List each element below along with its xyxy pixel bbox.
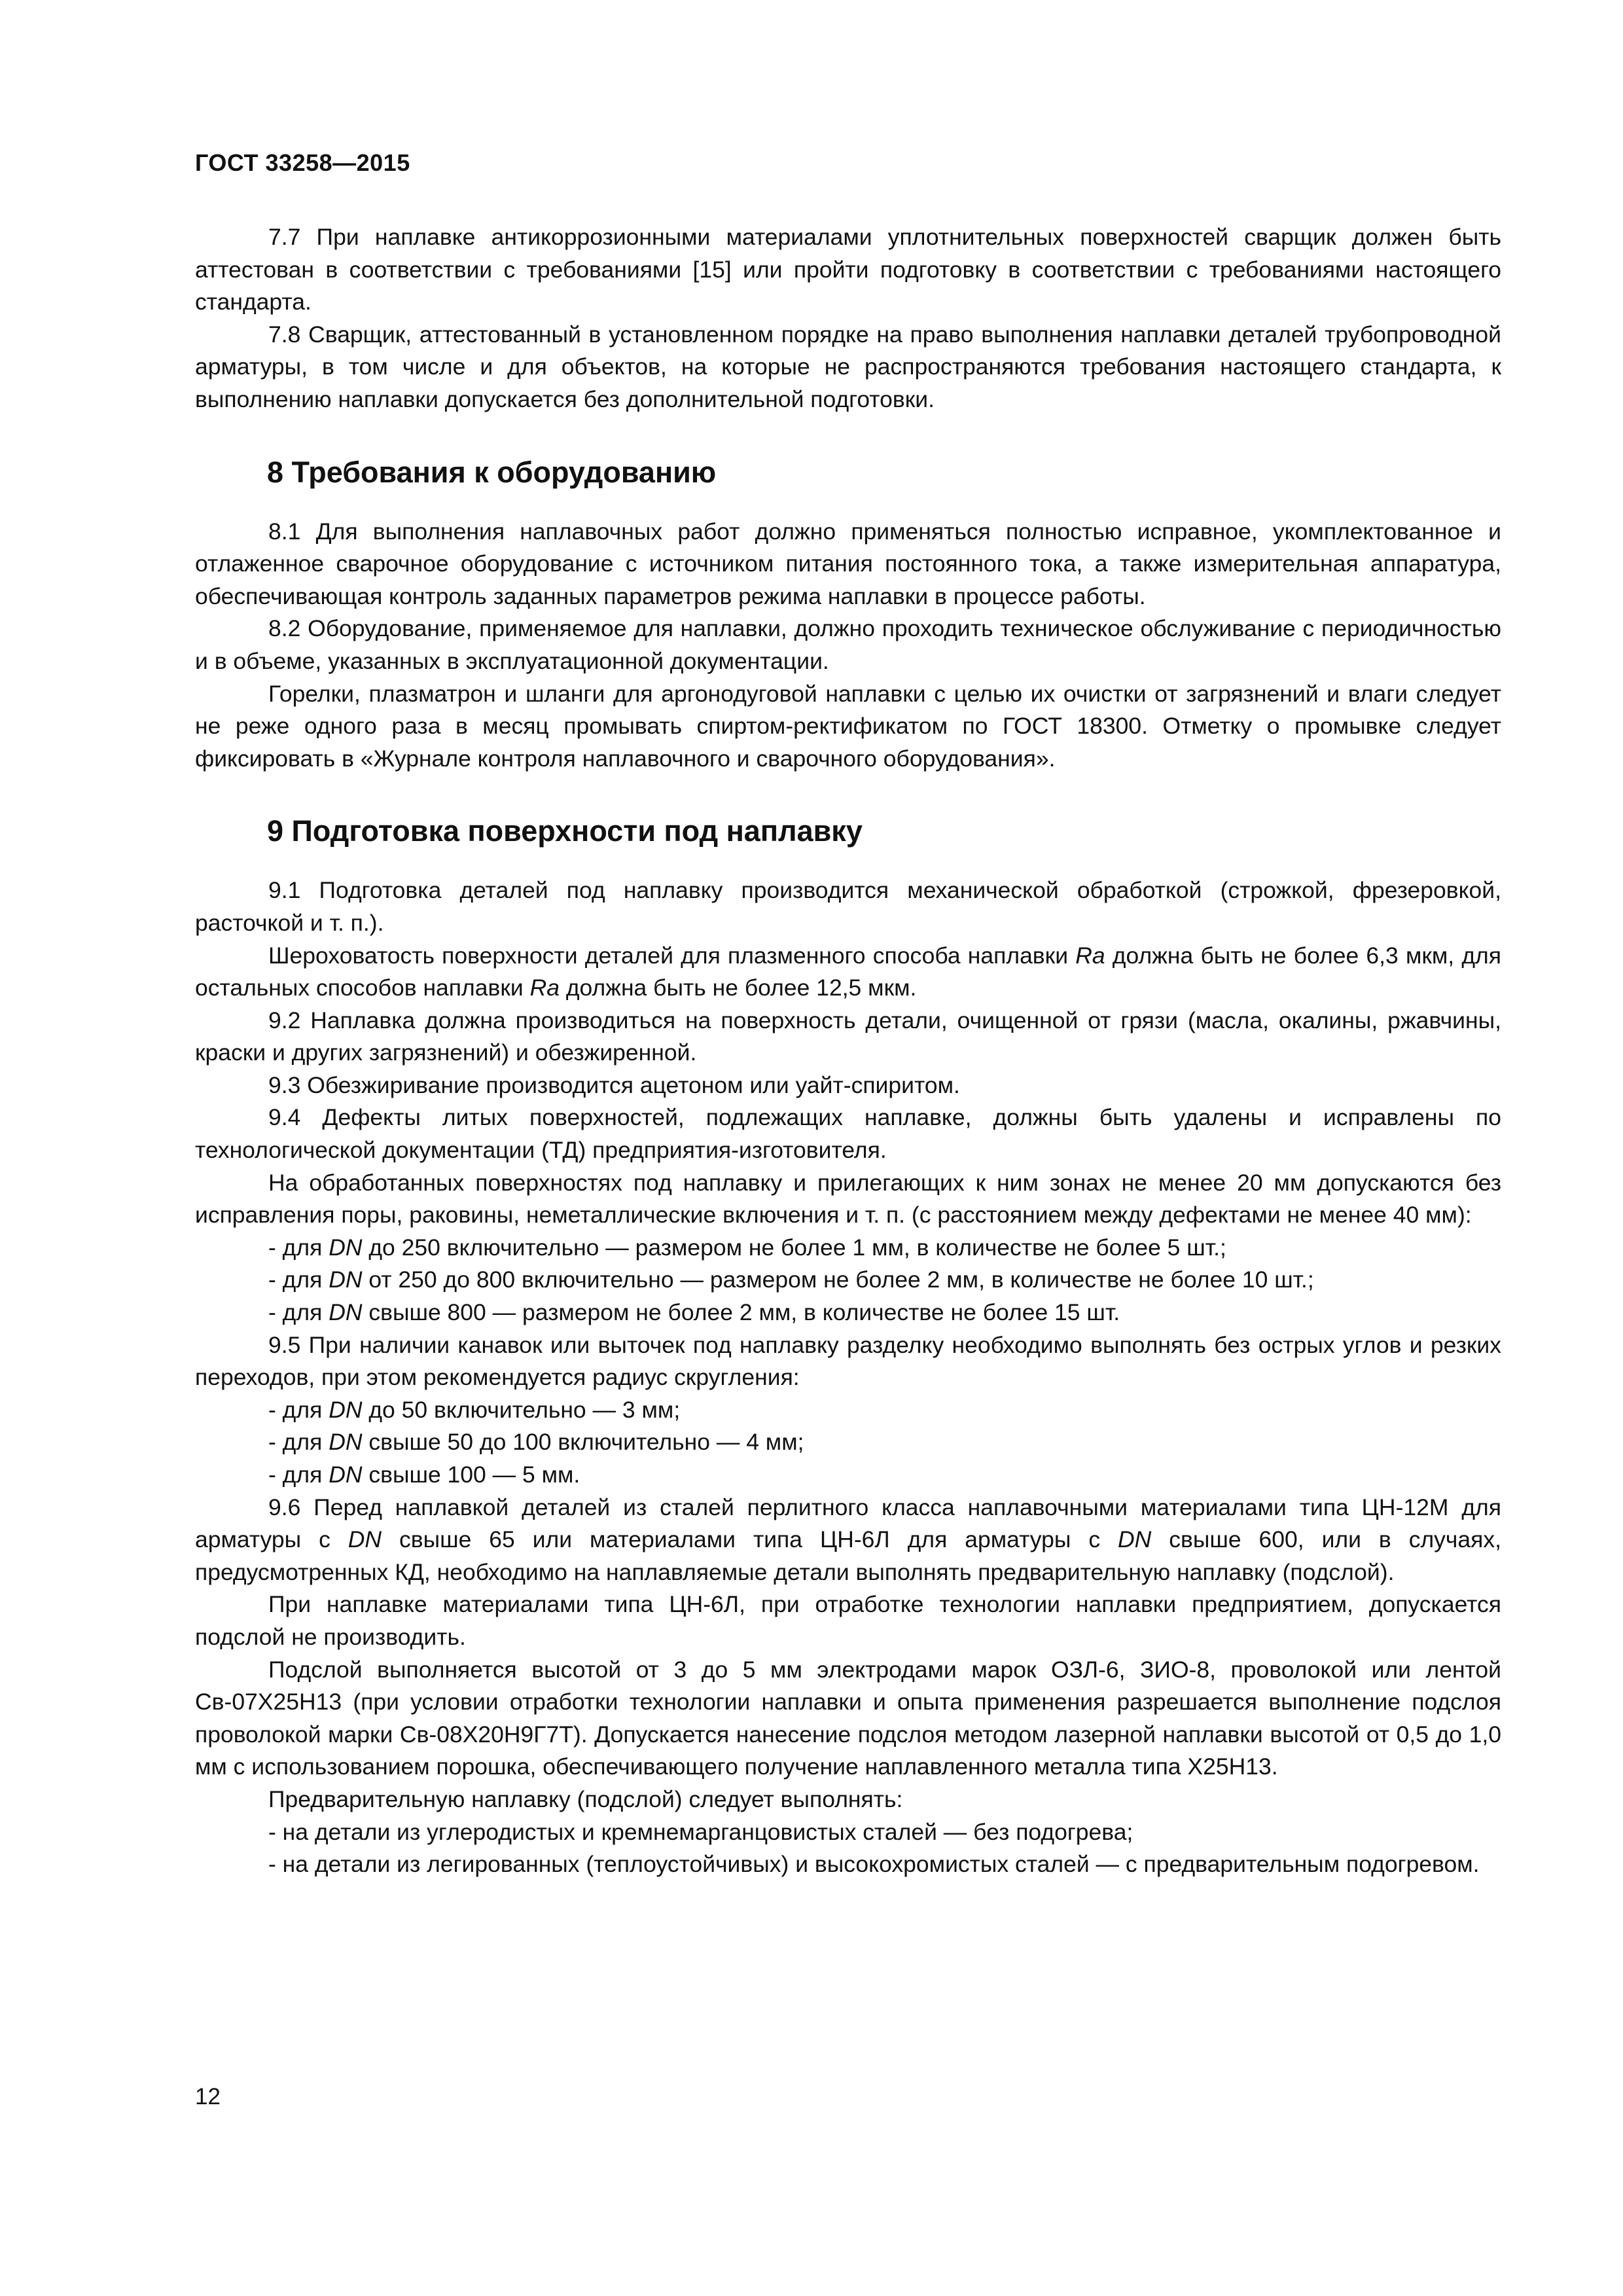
- text-run: свыше 100 — 5 мм.: [362, 1462, 580, 1488]
- list-item: - на детали из легированных (теплоустойчивых) и высокохромистых сталей — с предварительным подогревом.: [268, 1851, 1480, 1878]
- paragraph-9-4-defects: На обработанных поверхностях под наплавку и прилегающих к ним зонах не менее 20 мм допускаются без исправления поры, раковины, неметаллические включения и т. п. (с расстоянием между дефектами не менее 40 мм):: [195, 1169, 1501, 1229]
- paragraph-8-1: 8.1 Для выполнения наплавочных работ должно применяться полностью исправное, укомплектованное и отлаженное сварочное оборудование с источником питания постоянного тока, а также измерительная аппаратура, обеспечивающая контроль заданных параметров режима наплавки в процессе работы.: [195, 518, 1501, 609]
- text-run: - для: [268, 1299, 329, 1326]
- paragraph-9-6: [195, 1492, 1501, 1589]
- dn-symbol: DN: [329, 1396, 363, 1423]
- dn-symbol: DN: [329, 1462, 363, 1488]
- paragraph-9-2: 9.2 Наплавка должна производиться на поверхность детали, очищенной от грязи (масла, окалины, ржавчины, краски и других загрязнений) и обезжиренной.: [195, 1007, 1501, 1066]
- paragraph-7-7: 7.7 При наплавке антикоррозионными материалами уплотнительных поверхностей сварщик должен быть аттестован в соответствии с требованиями [15] или пройти подготовку в соответствии с требованиями настоящего стандарта.: [195, 224, 1501, 315]
- dn-symbol: DN: [329, 1299, 363, 1326]
- paragraph-9-1: 9.1 Подготовка деталей под наплавку производится механической обработкой (строжкой, фрезеровкой, расточкой и т. п.).: [195, 877, 1501, 936]
- text-run: - для: [268, 1396, 329, 1423]
- list-item: [195, 1232, 1501, 1265]
- text-run: свыше 800 — размером не более 2 мм, в количестве не более 15 шт.: [362, 1299, 1120, 1326]
- text-run: 9.6 Перед наплавкой деталей из сталей перлитного класса наплавочными материалами типа ЦН-12М для арматуры с: [195, 1494, 1501, 1553]
- text-run: до 250 включительно — размером не более 1 мм, в количестве не более 5 шт.;: [362, 1234, 1226, 1261]
- page-number: 12: [195, 2084, 221, 2109]
- list-item: [195, 1459, 1501, 1492]
- text-run: Шероховатость поверхности деталей для плазменного способа наплавки: [268, 942, 1076, 969]
- dn-symbol: DN: [329, 1234, 363, 1261]
- document-code: ГОСТ 33258—2015: [195, 149, 410, 176]
- dn-symbol: DN: [1118, 1526, 1152, 1553]
- paragraph-9-3: 9.3 Обезжиривание производится ацетоном или уайт-спиритом.: [268, 1071, 960, 1098]
- paragraph-9-6-sublayer: Подслой выполняется высотой от 3 до 5 мм электродами марок ОЗЛ-6, ЗИО-8, проволокой или лентой Св-07Х25Н13 (при условии отработки технологии наплавки и опыта применения разрешается выполнение подслоя проволокой марки Св-08Х20Н9Г7Т). Допускается нанесение подслоя методом лазерной наплавки высотой от 0,5 до 1,0 мм с использованием порошка, обеспечивающего получение наплавленного металла типа Х25Н13.: [195, 1656, 1501, 1780]
- paragraph-8-2: 8.2 Оборудование, применяемое для наплавки, должно проходить техническое обслуживание с периодичностью и в объеме, указанных в эксплуатационной документации.: [195, 615, 1501, 674]
- text-run: - для: [268, 1234, 329, 1261]
- paragraph-9-5: 9.5 При наличии канавок или выточек под наплавку разделку необходимо выполнять без острых углов и резких переходов, при этом рекомендуется радиус скругления:: [195, 1331, 1501, 1391]
- section-heading-9: 9 Подготовка поверхности под наплавку: [267, 814, 863, 848]
- list-item: [195, 1394, 1501, 1427]
- text-run: до 50 включительно — 3 мм;: [362, 1396, 681, 1423]
- paragraph-9-6-preliminary: Предварительную наплавку (подслой) следует выполнять:: [268, 1785, 903, 1812]
- paragraph-9-1-roughness: [195, 940, 1501, 1005]
- ra-symbol: Ra: [529, 975, 560, 1001]
- section-heading-8: 8 Требования к оборудованию: [267, 455, 717, 489]
- text-run: - для: [268, 1462, 329, 1488]
- ra-symbol: Ra: [1075, 942, 1105, 969]
- paragraph-7-8: 7.8 Сварщик, аттестованный в установленном порядке на право выполнения наплавки деталей трубопроводной арматуры, в том числе и для объектов, на которые не распространяются требования настоящего стандарта, к выполнению наплавки допускается без дополнительной подготовки.: [195, 321, 1501, 412]
- list-item: - на детали из углеродистых и кремнемарганцовистых сталей — без подогрева;: [268, 1818, 1133, 1845]
- paragraph-8-torches: Горелки, плазматрон и шланги для аргонодуговой наплавки с целью их очистки от загрязнений и влаги следует не реже одного раза в месяц промывать спиртом-ректификатом по ГОСТ 18300. Отметку о промывке следует фиксировать в «Журнале контроля наплавочного и сварочного оборудования».: [195, 680, 1501, 772]
- list-item: [195, 1297, 1501, 1329]
- text-run: должна быть не более 12,5 мкм.: [559, 975, 917, 1001]
- page-body: [195, 221, 1501, 1881]
- list-item: [195, 1426, 1501, 1459]
- paragraph-9-4: 9.4 Дефекты литых поверхностей, подлежащих наплавке, должны быть удалены и исправлены по технологической документации (ТД) предприятия-изготовителя.: [195, 1104, 1501, 1164]
- text-run: - для: [268, 1266, 329, 1293]
- dn-symbol: DN: [329, 1429, 363, 1456]
- text-run: от 250 до 800 включительно — размером не более 2 мм, в количестве не более 10 шт.;: [362, 1266, 1314, 1293]
- paragraph-9-6-cn6l: При наплавке материалами типа ЦН-6Л, при отработке технологии наплавки предприятием, допускается подслой не производить.: [195, 1591, 1501, 1650]
- dn-symbol: DN: [348, 1526, 382, 1553]
- text-run: свыше 50 до 100 включительно — 4 мм;: [362, 1429, 804, 1456]
- dn-symbol: DN: [329, 1266, 363, 1293]
- text-run: свыше 600, или в случаях, предусмотренных КД, необходимо на наплавляемые детали выполнять предварительную наплавку (подслой).: [195, 1526, 1501, 1585]
- text-run: - для: [268, 1429, 329, 1456]
- text-run: должна быть не более 6,3 мкм, для остальных способов наплавки: [195, 942, 1501, 1001]
- list-item: [195, 1264, 1501, 1297]
- text-run: свыше 65 или материалами типа ЦН-6Л для арматуры с: [382, 1526, 1118, 1553]
